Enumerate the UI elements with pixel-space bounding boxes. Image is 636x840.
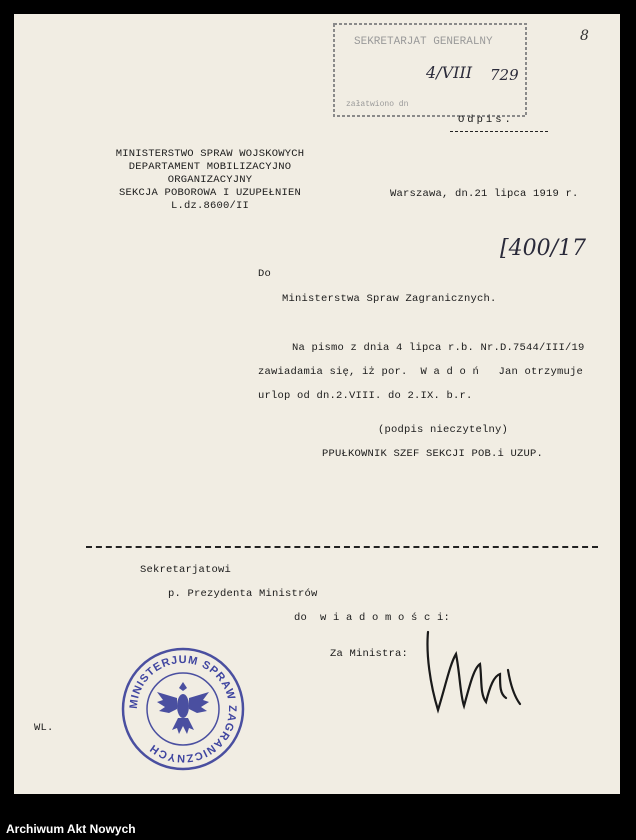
lower-line-2: p. Prezydenta Ministrów <box>168 588 318 600</box>
lower-line-3: do w i a d o m o ś c i: <box>294 612 451 624</box>
header-department-2: ORGANIZACYJNY <box>167 174 253 186</box>
odpis-underline <box>450 131 548 132</box>
odpis-label: Odpis. <box>458 114 514 126</box>
header-ministry: MINISTERSTWO SPRAW WOJSKOWYCH <box>115 148 305 160</box>
archive-footer: Archiwum Akt Nowych <box>6 822 136 836</box>
handwritten-reference: [400/17 <box>500 236 586 261</box>
eagle-icon <box>157 682 209 734</box>
initials: WL. <box>34 722 54 734</box>
seal-text: MINISTERJUM SPRAW ZAGRANICZNYCH <box>127 653 239 765</box>
signatory-title: PPUŁKOWNIK SZEF SEKCJI POB.i UZUP. <box>322 448 544 460</box>
addressee-name: Ministerstwa Spraw Zagranicznych. <box>282 293 497 305</box>
stamp-title: SEKRETARJAT GENERALNY <box>354 36 493 48</box>
separator-line <box>86 546 598 548</box>
body-line-1: Na pismo z dnia 4 lipca r.b. Nr.D.7544/III/19 <box>292 342 585 354</box>
stamp-caption: załatwiono dn <box>346 100 409 109</box>
registration-stamp <box>330 20 530 120</box>
stamp-date: 4/VIII <box>426 63 473 82</box>
page-number: 8 <box>580 28 589 44</box>
body-line-3: urlop od dn.2.VIII. do 2.IX. b.r. <box>258 390 473 402</box>
addressee-do: Do <box>258 268 272 280</box>
body-line-2: zawiadamia się, iż por. W a d o ń Jan otrzymuje <box>258 366 584 378</box>
header-ref-number: L.dz.8600/II <box>170 200 249 212</box>
official-seal <box>120 646 246 772</box>
signature-note: (podpis nieczytelny) <box>378 424 509 436</box>
handwritten-signature <box>416 624 526 720</box>
document-date: Warszawa, dn.21 lipca 1919 r. <box>390 188 579 200</box>
header-department: DEPARTAMENT MOBILIZACYJNO <box>128 161 292 173</box>
lower-line-1: Sekretarjatowi <box>140 564 232 576</box>
lower-line-4: Za Ministra: <box>330 648 409 660</box>
stamp-number: 729 <box>490 66 519 84</box>
header-section: SEKCJA POBOROWA I UZUPEŁNIEN <box>118 187 302 199</box>
